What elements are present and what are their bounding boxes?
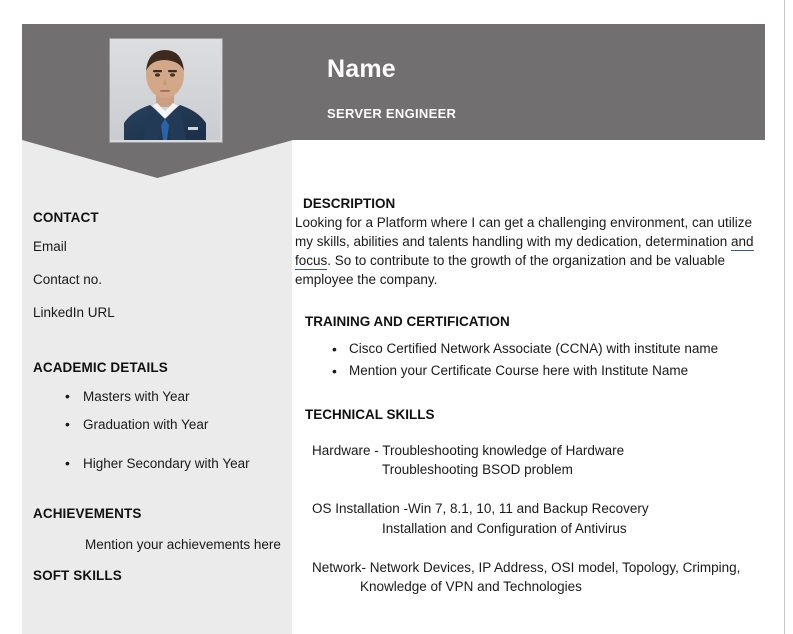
list-item: • Cisco Certified Network Associate (CCNA) with institute name	[294, 339, 749, 359]
sidebar-heading-achievements: ACHIEVEMENTS	[33, 505, 142, 521]
sidebar-item-contact-no: Contact no.	[33, 272, 103, 287]
description-paragraph	[294, 213, 765, 290]
sidebar-heading-soft-skills: SOFT SKILLS	[33, 568, 122, 584]
page-title: Name	[327, 55, 396, 83]
job-role-subtitle: SERVER ENGINEER	[327, 105, 457, 121]
description-grammar-flagged-text: and focus	[295, 234, 754, 269]
sidebar-item-email: Email	[33, 239, 67, 254]
section-heading-training-and-certification: TRAINING AND CERTIFICATION	[305, 313, 510, 329]
avatar	[109, 38, 223, 143]
list-item: • Higher Secondary with Year	[33, 456, 289, 473]
technical-skill-line: Network- Network Devices, IP Address, OSI model, Topology, Crimping,	[312, 559, 741, 575]
content-spacer	[294, 383, 772, 407]
technical-skill-subline: Troubleshooting BSOD problem	[382, 462, 573, 478]
content-spacer	[294, 424, 772, 441]
list-item: • Graduation with Year	[33, 417, 289, 434]
sidebar-heading-academic-details: ACADEMIC DETAILS	[33, 360, 168, 375]
list-item: • Masters with Year	[33, 389, 289, 406]
section-heading-description: DESCRIPTION	[303, 196, 396, 211]
description-text-part2: . So to contribute to the growth of the organization and be valuable employee the company.	[295, 253, 726, 288]
sidebar-heading-contact: CONTACT	[33, 210, 99, 225]
section-heading-technical-skills: TECHNICAL SKILLS	[305, 407, 435, 423]
technical-skill-subline: Installation and Configuration of Antivirus	[382, 520, 627, 536]
training-list	[294, 339, 772, 382]
technical-skill-line: Hardware - Troubleshooting knowledge of Hardware	[312, 443, 625, 459]
technical-skill-line: OS Installation -Win 7, 8.1, 10, 11 and Backup Recovery	[312, 501, 649, 517]
sidebar-achievements-text: Mention your achievements here	[85, 536, 281, 552]
list-item: • Mention your Certificate Course here with Institute Name	[294, 361, 749, 381]
technical-skill-hardware	[294, 441, 762, 479]
main-content	[294, 196, 772, 616]
header-text-group	[327, 56, 456, 121]
sidebar-spacer	[33, 484, 289, 506]
description-text-part1: Looking for a Platform where I can get a challenging environment, can utilize my skills, abilities and talents handling with my dedication, determination	[295, 215, 753, 250]
portrait-photo-icon	[110, 39, 220, 140]
sidebar-content	[33, 210, 289, 597]
technical-skill-os-installation	[294, 499, 762, 537]
sidebar-academic-list	[33, 389, 289, 473]
sidebar-spacer	[33, 554, 289, 568]
content-spacer	[294, 290, 772, 314]
sidebar-item-linkedin-url: LinkedIn URL	[33, 305, 115, 320]
technical-skill-subline: Knowledge of VPN and Technologies	[360, 578, 582, 594]
technical-skill-network	[294, 558, 762, 596]
sidebar-spacer	[33, 338, 289, 360]
sidebar	[22, 140, 292, 634]
page-edge-rule	[784, 0, 785, 634]
